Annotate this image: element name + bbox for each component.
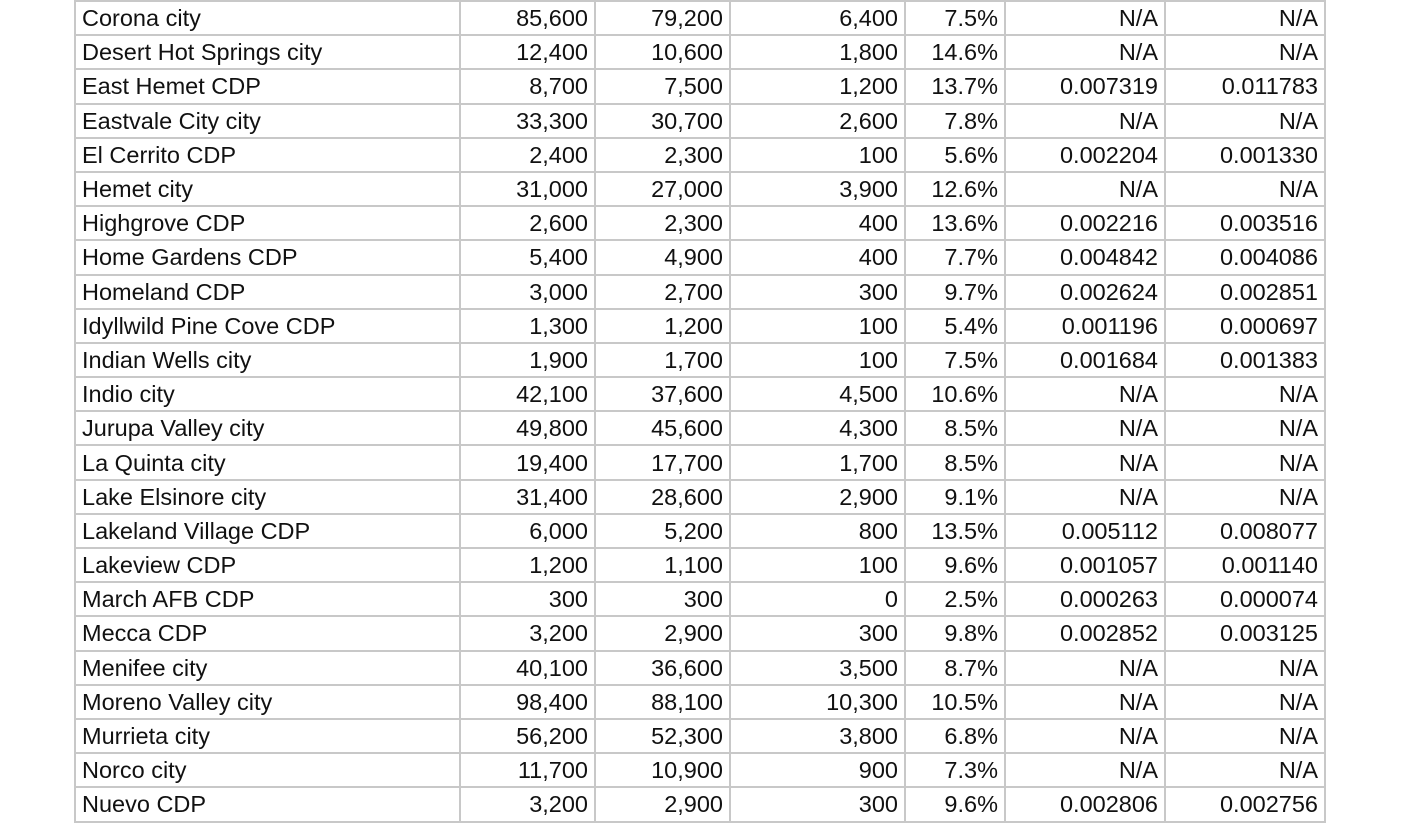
cell-percent-col[interactable]: 5.6% xyxy=(905,138,1005,172)
cell-value-col-4[interactable]: 3,800 xyxy=(730,719,905,753)
table-row xyxy=(75,275,1325,309)
cell-value-col-7[interactable]: N/A xyxy=(1165,104,1325,138)
cell-percent-col[interactable]: 9.6% xyxy=(905,787,1005,821)
cell-value-col-3[interactable]: 17,700 xyxy=(595,445,730,479)
cell-percent-col[interactable]: 12.6% xyxy=(905,172,1005,206)
cell-value-col-7[interactable]: N/A xyxy=(1165,445,1325,479)
cell-percent-col[interactable]: 10.6% xyxy=(905,377,1005,411)
cell-value-col-6[interactable]: N/A xyxy=(1005,35,1165,69)
cell-percent-col[interactable]: 7.5% xyxy=(905,343,1005,377)
cell-value-col-7[interactable]: N/A xyxy=(1165,685,1325,719)
cell-percent-col[interactable]: 14.6% xyxy=(905,35,1005,69)
cell-value-col-7[interactable]: 0.001383 xyxy=(1165,343,1325,377)
cell-value-col-6[interactable]: N/A xyxy=(1005,651,1165,685)
cell-value-col-7[interactable]: N/A xyxy=(1165,1,1325,35)
table-row xyxy=(75,445,1325,479)
cell-value-col-4[interactable]: 900 xyxy=(730,753,905,787)
table-row xyxy=(75,787,1325,821)
table-row xyxy=(75,240,1325,274)
cell-value-col-4[interactable]: 100 xyxy=(730,309,905,343)
cell-value-col-6[interactable]: N/A xyxy=(1005,445,1165,479)
cell-value-col-7[interactable]: N/A xyxy=(1165,411,1325,445)
cell-value-col-3[interactable]: 2,300 xyxy=(595,206,730,240)
cell-value-col-2[interactable]: 2,400 xyxy=(460,138,595,172)
cell-place-name[interactable]: Corona city xyxy=(75,1,460,35)
cell-value-col-7[interactable]: 0.001140 xyxy=(1165,548,1325,582)
cell-value-col-7[interactable]: 0.011783 xyxy=(1165,69,1325,103)
cell-place-name[interactable]: Lake Elsinore city xyxy=(75,480,460,514)
spreadsheet-table xyxy=(74,0,1326,823)
cell-value-col-3[interactable]: 1,100 xyxy=(595,548,730,582)
cell-value-col-3[interactable]: 300 xyxy=(595,582,730,616)
cell-percent-col[interactable]: 13.5% xyxy=(905,514,1005,548)
cell-percent-col[interactable]: 5.4% xyxy=(905,309,1005,343)
cell-value-col-4[interactable]: 300 xyxy=(730,787,905,821)
cell-value-col-7[interactable]: 0.001330 xyxy=(1165,138,1325,172)
cell-value-col-3[interactable]: 45,600 xyxy=(595,411,730,445)
cell-value-col-3[interactable]: 2,900 xyxy=(595,616,730,650)
cell-value-col-3[interactable]: 27,000 xyxy=(595,172,730,206)
table-row xyxy=(75,104,1325,138)
cell-place-name[interactable]: Homeland CDP xyxy=(75,275,460,309)
cell-value-col-4[interactable]: 4,300 xyxy=(730,411,905,445)
cell-value-col-2[interactable]: 31,400 xyxy=(460,480,595,514)
cell-value-col-3[interactable]: 2,700 xyxy=(595,275,730,309)
cell-percent-col[interactable]: 7.8% xyxy=(905,104,1005,138)
cell-value-col-2[interactable]: 85,600 xyxy=(460,1,595,35)
cell-place-name[interactable]: Indio city xyxy=(75,377,460,411)
cell-percent-col[interactable]: 13.7% xyxy=(905,69,1005,103)
cell-value-col-7[interactable]: 0.002851 xyxy=(1165,275,1325,309)
cell-value-col-2[interactable]: 1,300 xyxy=(460,309,595,343)
cell-value-col-6[interactable]: N/A xyxy=(1005,685,1165,719)
cell-place-name[interactable]: Mecca CDP xyxy=(75,616,460,650)
cell-percent-col[interactable]: 9.6% xyxy=(905,548,1005,582)
cell-value-col-4[interactable]: 1,700 xyxy=(730,445,905,479)
cell-percent-col[interactable]: 6.8% xyxy=(905,719,1005,753)
cell-percent-col[interactable]: 7.5% xyxy=(905,1,1005,35)
cell-value-col-2[interactable]: 33,300 xyxy=(460,104,595,138)
cell-place-name[interactable]: Hemet city xyxy=(75,172,460,206)
cell-value-col-3[interactable]: 1,700 xyxy=(595,343,730,377)
cell-value-col-3[interactable]: 4,900 xyxy=(595,240,730,274)
table-row xyxy=(75,548,1325,582)
cell-value-col-6[interactable]: N/A xyxy=(1005,1,1165,35)
cell-value-col-6[interactable]: 0.002204 xyxy=(1005,138,1165,172)
cell-place-name[interactable]: Menifee city xyxy=(75,651,460,685)
cell-place-name[interactable]: Lakeview CDP xyxy=(75,548,460,582)
cell-value-col-3[interactable]: 52,300 xyxy=(595,719,730,753)
cell-value-col-2[interactable]: 300 xyxy=(460,582,595,616)
cell-place-name[interactable]: Idyllwild Pine Cove CDP xyxy=(75,309,460,343)
cell-percent-col[interactable]: 8.5% xyxy=(905,445,1005,479)
table-row xyxy=(75,616,1325,650)
cell-value-col-7[interactable]: N/A xyxy=(1165,480,1325,514)
cell-value-col-4[interactable]: 300 xyxy=(730,616,905,650)
table-row xyxy=(75,206,1325,240)
cell-value-col-2[interactable]: 8,700 xyxy=(460,69,595,103)
cell-value-col-3[interactable]: 1,200 xyxy=(595,309,730,343)
cell-value-col-7[interactable]: N/A xyxy=(1165,753,1325,787)
cell-value-col-3[interactable]: 37,600 xyxy=(595,377,730,411)
table-row xyxy=(75,480,1325,514)
cell-value-col-3[interactable]: 30,700 xyxy=(595,104,730,138)
table-row xyxy=(75,651,1325,685)
cell-place-name[interactable]: La Quinta city xyxy=(75,445,460,479)
cell-value-col-2[interactable]: 49,800 xyxy=(460,411,595,445)
cell-value-col-2[interactable]: 42,100 xyxy=(460,377,595,411)
cell-value-col-2[interactable]: 2,600 xyxy=(460,206,595,240)
cell-value-col-3[interactable]: 10,900 xyxy=(595,753,730,787)
cell-value-col-7[interactable]: 0.000074 xyxy=(1165,582,1325,616)
cell-value-col-4[interactable]: 100 xyxy=(730,548,905,582)
cell-value-col-4[interactable]: 2,600 xyxy=(730,104,905,138)
cell-value-col-7[interactable]: N/A xyxy=(1165,172,1325,206)
cell-value-col-2[interactable]: 1,200 xyxy=(460,548,595,582)
cell-value-col-4[interactable]: 400 xyxy=(730,240,905,274)
cell-value-col-4[interactable]: 400 xyxy=(730,206,905,240)
cell-percent-col[interactable]: 9.8% xyxy=(905,616,1005,650)
cell-place-name[interactable]: Norco city xyxy=(75,753,460,787)
table-row xyxy=(75,35,1325,69)
cell-value-col-6[interactable]: N/A xyxy=(1005,480,1165,514)
cell-place-name[interactable]: Moreno Valley city xyxy=(75,685,460,719)
cell-value-col-6[interactable]: N/A xyxy=(1005,719,1165,753)
cell-percent-col[interactable]: 9.7% xyxy=(905,275,1005,309)
cell-value-col-6[interactable]: 0.005112 xyxy=(1005,514,1165,548)
cell-value-col-3[interactable]: 2,900 xyxy=(595,787,730,821)
cell-place-name[interactable]: Desert Hot Springs city xyxy=(75,35,460,69)
cell-value-col-4[interactable]: 1,200 xyxy=(730,69,905,103)
table-row xyxy=(75,377,1325,411)
cell-value-col-6[interactable]: 0.002806 xyxy=(1005,787,1165,821)
cell-percent-col[interactable]: 8.7% xyxy=(905,651,1005,685)
table-row xyxy=(75,69,1325,103)
cell-value-col-6[interactable]: 0.001684 xyxy=(1005,343,1165,377)
cell-place-name[interactable]: East Hemet CDP xyxy=(75,69,460,103)
table-row xyxy=(75,685,1325,719)
cell-value-col-6[interactable]: N/A xyxy=(1005,753,1165,787)
table-row xyxy=(75,719,1325,753)
cell-place-name[interactable]: Lakeland Village CDP xyxy=(75,514,460,548)
cell-value-col-4[interactable]: 3,900 xyxy=(730,172,905,206)
cell-value-col-4[interactable]: 3,500 xyxy=(730,651,905,685)
cell-place-name[interactable]: Eastvale City city xyxy=(75,104,460,138)
cell-value-col-4[interactable]: 100 xyxy=(730,343,905,377)
cell-value-col-3[interactable]: 10,600 xyxy=(595,35,730,69)
cell-value-col-7[interactable]: 0.000697 xyxy=(1165,309,1325,343)
cell-percent-col[interactable]: 8.5% xyxy=(905,411,1005,445)
cell-value-col-3[interactable]: 88,100 xyxy=(595,685,730,719)
cell-value-col-7[interactable]: N/A xyxy=(1165,35,1325,69)
cell-value-col-7[interactable]: 0.003125 xyxy=(1165,616,1325,650)
cell-value-col-3[interactable]: 5,200 xyxy=(595,514,730,548)
cell-value-col-6[interactable]: N/A xyxy=(1005,411,1165,445)
cell-value-col-6[interactable]: 0.004842 xyxy=(1005,240,1165,274)
table-row xyxy=(75,411,1325,445)
cell-value-col-3[interactable]: 7,500 xyxy=(595,69,730,103)
cell-value-col-4[interactable]: 10,300 xyxy=(730,685,905,719)
cell-value-col-2[interactable]: 12,400 xyxy=(460,35,595,69)
cell-value-col-6[interactable]: 0.001196 xyxy=(1005,309,1165,343)
cell-value-col-7[interactable]: 0.003516 xyxy=(1165,206,1325,240)
cell-value-col-6[interactable]: N/A xyxy=(1005,377,1165,411)
cell-percent-col[interactable]: 7.7% xyxy=(905,240,1005,274)
cell-value-col-6[interactable]: 0.002624 xyxy=(1005,275,1165,309)
cell-value-col-6[interactable]: 0.002216 xyxy=(1005,206,1165,240)
cell-value-col-2[interactable]: 56,200 xyxy=(460,719,595,753)
table-row xyxy=(75,309,1325,343)
table-body xyxy=(75,1,1325,822)
cell-value-col-2[interactable]: 11,700 xyxy=(460,753,595,787)
table-row xyxy=(75,582,1325,616)
cell-value-col-7[interactable]: 0.008077 xyxy=(1165,514,1325,548)
cell-value-col-2[interactable]: 40,100 xyxy=(460,651,595,685)
cell-value-col-3[interactable]: 79,200 xyxy=(595,1,730,35)
cell-value-col-7[interactable]: N/A xyxy=(1165,377,1325,411)
cell-value-col-2[interactable]: 31,000 xyxy=(460,172,595,206)
cell-place-name[interactable]: Murrieta city xyxy=(75,719,460,753)
cell-place-name[interactable]: Jurupa Valley city xyxy=(75,411,460,445)
cell-value-col-7[interactable]: 0.004086 xyxy=(1165,240,1325,274)
cell-value-col-2[interactable]: 3,200 xyxy=(460,616,595,650)
cell-value-col-6[interactable]: 0.007319 xyxy=(1005,69,1165,103)
cell-value-col-7[interactable]: N/A xyxy=(1165,719,1325,753)
cell-value-col-6[interactable]: N/A xyxy=(1005,104,1165,138)
table-row xyxy=(75,138,1325,172)
cell-value-col-4[interactable]: 0 xyxy=(730,582,905,616)
cell-percent-col[interactable]: 9.1% xyxy=(905,480,1005,514)
table-row xyxy=(75,753,1325,787)
cell-value-col-3[interactable]: 28,600 xyxy=(595,480,730,514)
cell-value-col-4[interactable]: 800 xyxy=(730,514,905,548)
cell-place-name[interactable]: Nuevo CDP xyxy=(75,787,460,821)
cell-value-col-7[interactable]: 0.002756 xyxy=(1165,787,1325,821)
cell-value-col-2[interactable]: 3,200 xyxy=(460,787,595,821)
cell-value-col-3[interactable]: 2,300 xyxy=(595,138,730,172)
cell-value-col-6[interactable]: N/A xyxy=(1005,172,1165,206)
cell-percent-col[interactable]: 13.6% xyxy=(905,206,1005,240)
cell-value-col-4[interactable]: 100 xyxy=(730,138,905,172)
cell-value-col-2[interactable]: 1,900 xyxy=(460,343,595,377)
cell-value-col-7[interactable]: N/A xyxy=(1165,651,1325,685)
cell-value-col-4[interactable]: 300 xyxy=(730,275,905,309)
cell-value-col-6[interactable]: 0.000263 xyxy=(1005,582,1165,616)
table-row xyxy=(75,172,1325,206)
cell-value-col-2[interactable]: 19,400 xyxy=(460,445,595,479)
cell-percent-col[interactable]: 2.5% xyxy=(905,582,1005,616)
cell-value-col-4[interactable]: 2,900 xyxy=(730,480,905,514)
cell-place-name[interactable]: Indian Wells city xyxy=(75,343,460,377)
cell-place-name[interactable]: El Cerrito CDP xyxy=(75,138,460,172)
cell-percent-col[interactable]: 7.3% xyxy=(905,753,1005,787)
cell-value-col-4[interactable]: 4,500 xyxy=(730,377,905,411)
table-row xyxy=(75,1,1325,35)
table-row xyxy=(75,343,1325,377)
cell-value-col-2[interactable]: 98,400 xyxy=(460,685,595,719)
cell-value-col-2[interactable]: 6,000 xyxy=(460,514,595,548)
cell-value-col-6[interactable]: 0.001057 xyxy=(1005,548,1165,582)
cell-value-col-2[interactable]: 3,000 xyxy=(460,275,595,309)
cell-value-col-4[interactable]: 1,800 xyxy=(730,35,905,69)
table-row xyxy=(75,514,1325,548)
cell-value-col-6[interactable]: 0.002852 xyxy=(1005,616,1165,650)
cell-value-col-2[interactable]: 5,400 xyxy=(460,240,595,274)
cell-percent-col[interactable]: 10.5% xyxy=(905,685,1005,719)
cell-place-name[interactable]: March AFB CDP xyxy=(75,582,460,616)
cell-place-name[interactable]: Highgrove CDP xyxy=(75,206,460,240)
cell-value-col-3[interactable]: 36,600 xyxy=(595,651,730,685)
cell-value-col-4[interactable]: 6,400 xyxy=(730,1,905,35)
cell-place-name[interactable]: Home Gardens CDP xyxy=(75,240,460,274)
